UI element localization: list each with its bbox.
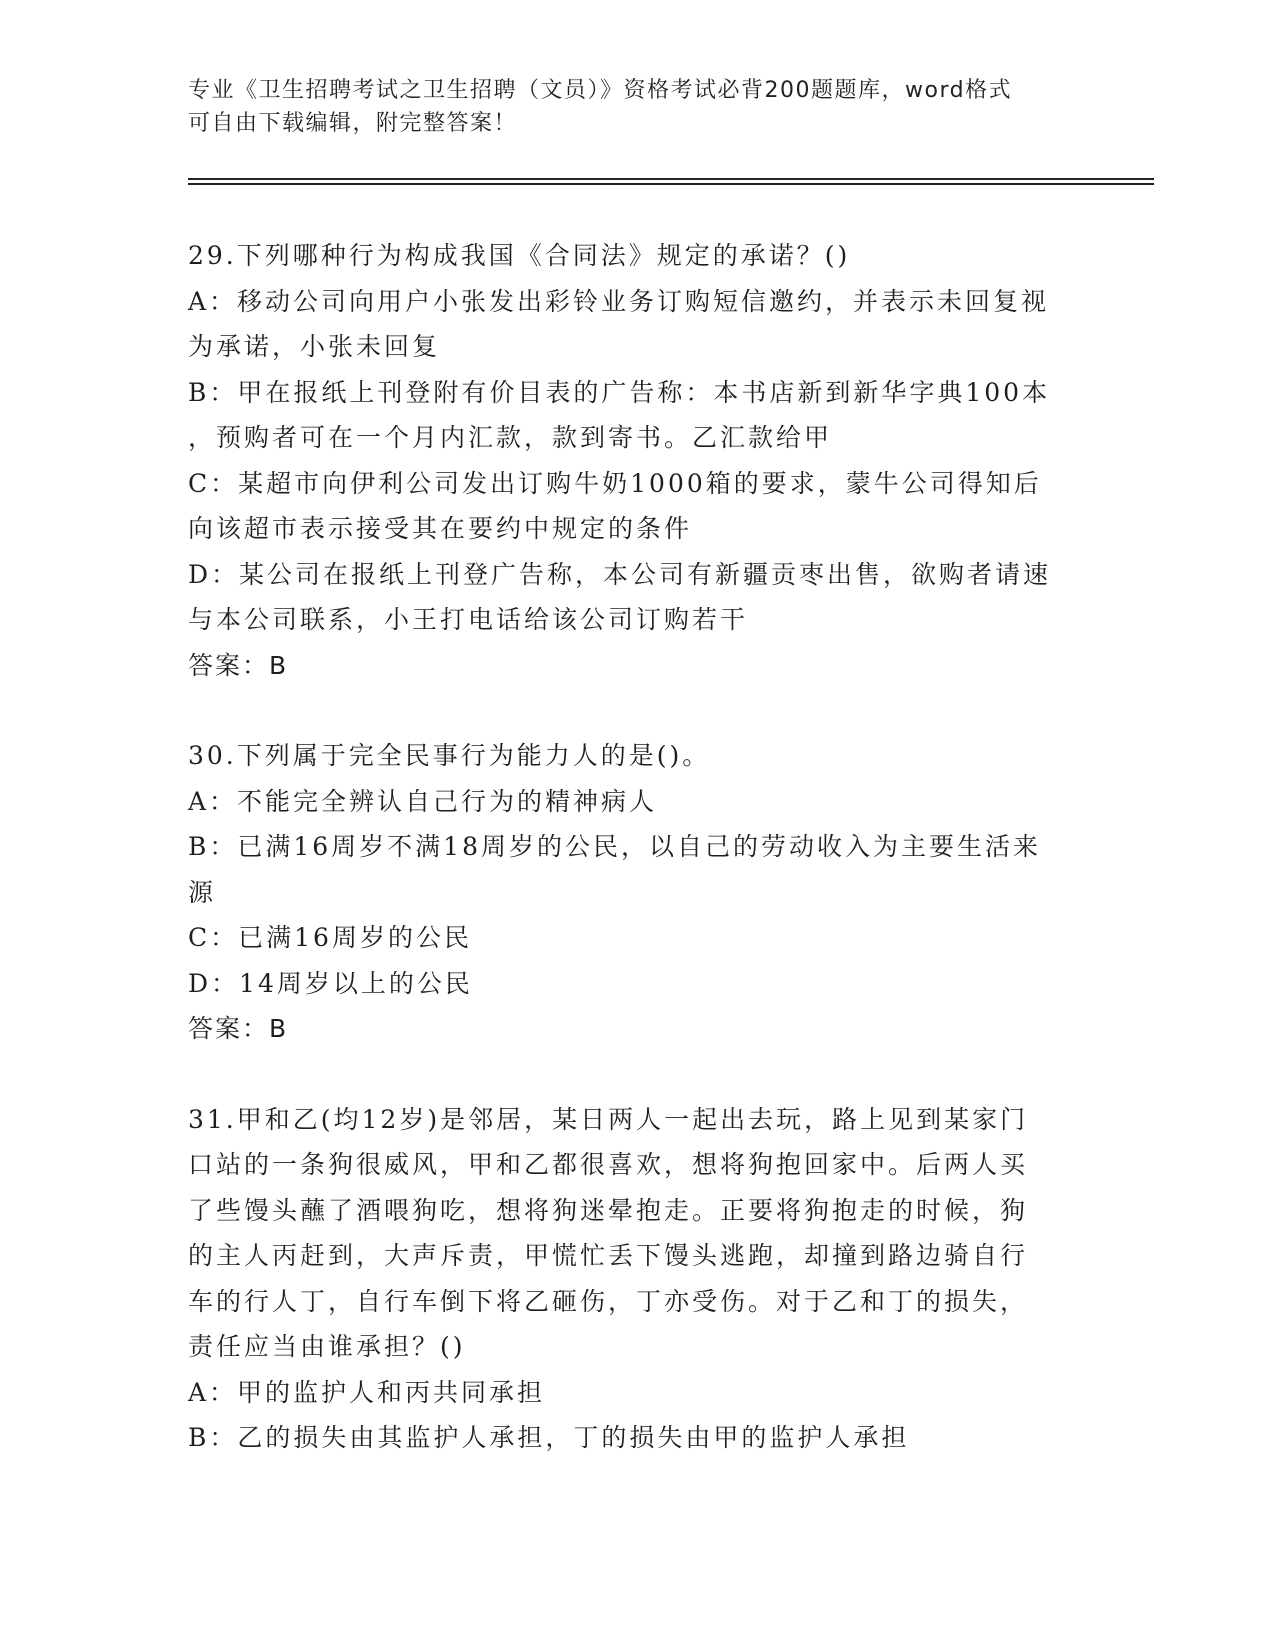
option-c-continued: 向该超市表示接受其在要约中规定的条件 [188,514,693,543]
question-stem: 30.下列属于完全民事行为能力人的是()。 [188,741,711,770]
document-header [188,74,1088,140]
option-a: A：甲的监护人和丙共同承担 [188,1377,546,1407]
option-b: B：甲在报纸上刊登附有价目表的广告称：本书店新到新华字典100本 [188,377,1051,407]
option-b-continued: 源 [188,877,217,907]
option-a: A：移动公司向用户小张发出彩铃业务订购短信邀约，并表示未回复视 [188,286,1050,316]
question-list [188,233,1088,1461]
question-stem-continued: 车的行人丁，自行车倒下将乙砸伤，丁亦受伤。对于乙和丁的损失， [188,1286,1029,1316]
header-title-line-2: 可自由下载编辑，附完整答案！ [188,111,518,136]
header-divider-top [188,178,1154,180]
option-c: C：某超市向伊利公司发出订购牛奶1000箱的要求，蒙牛公司得知后 [188,468,1042,498]
question-stem-continued: 口站的一条狗很威风，甲和乙都很喜欢，想将狗抱回家中。后两人买 [188,1150,1029,1179]
option-d-continued: 与本公司联系，小王打电话给该公司订购若干 [188,605,749,634]
option-d: D：某公司在报纸上刊登广告称，本公司有新疆贡枣出售，欲购者请速 [188,559,1052,589]
question-spacer [188,1052,1088,1097]
option-a-continued: 为承诺，小张未回复 [188,332,441,361]
question-31 [188,1097,1088,1461]
option-b: B：乙的损失由其监护人承担，丁的损失由甲的监护人承担 [188,1423,910,1452]
header-divider-bottom [188,183,1154,185]
question-30 [188,733,1088,1052]
question-stem-continued: 责任应当由谁承担？() [188,1332,466,1361]
question-stem-continued: 的主人丙赶到，大声斥责，甲慌忙丢下馒头逃跑，却撞到路边骑自行 [188,1241,1029,1270]
question-29 [188,233,1088,688]
question-stem: 31.甲和乙(均12岁)是邻居，某日两人一起出去玩，路上见到某家门 [188,1104,1029,1134]
option-d: D：14周岁以上的公民 [188,968,473,998]
option-c: C：已满16周岁的公民 [188,923,472,952]
option-b: B：已满16周岁不满18周岁的公民，以自己的劳动收入为主要生活来 [188,832,1041,861]
option-b-continued: ，预购者可在一个月内汇款，款到寄书。乙汇款给甲 [188,423,833,452]
question-spacer [188,688,1088,733]
answer-label: 答案：B [188,1014,289,1043]
question-stem-continued: 了些馒头蘸了酒喂狗吃，想将狗迷晕抱走。正要将狗抱走的时候，狗 [188,1195,1029,1225]
answer-label: 答案：B [188,650,289,680]
header-title-line-1: 专业《卫生招聘考试之卫生招聘（文员）》资格考试必背200题题库，word格式 [188,78,1013,103]
question-stem: 29.下列哪种行为构成我国《合同法》规定的承诺？() [188,241,851,270]
option-a: A：不能完全辨认自己行为的精神病人 [188,786,658,816]
